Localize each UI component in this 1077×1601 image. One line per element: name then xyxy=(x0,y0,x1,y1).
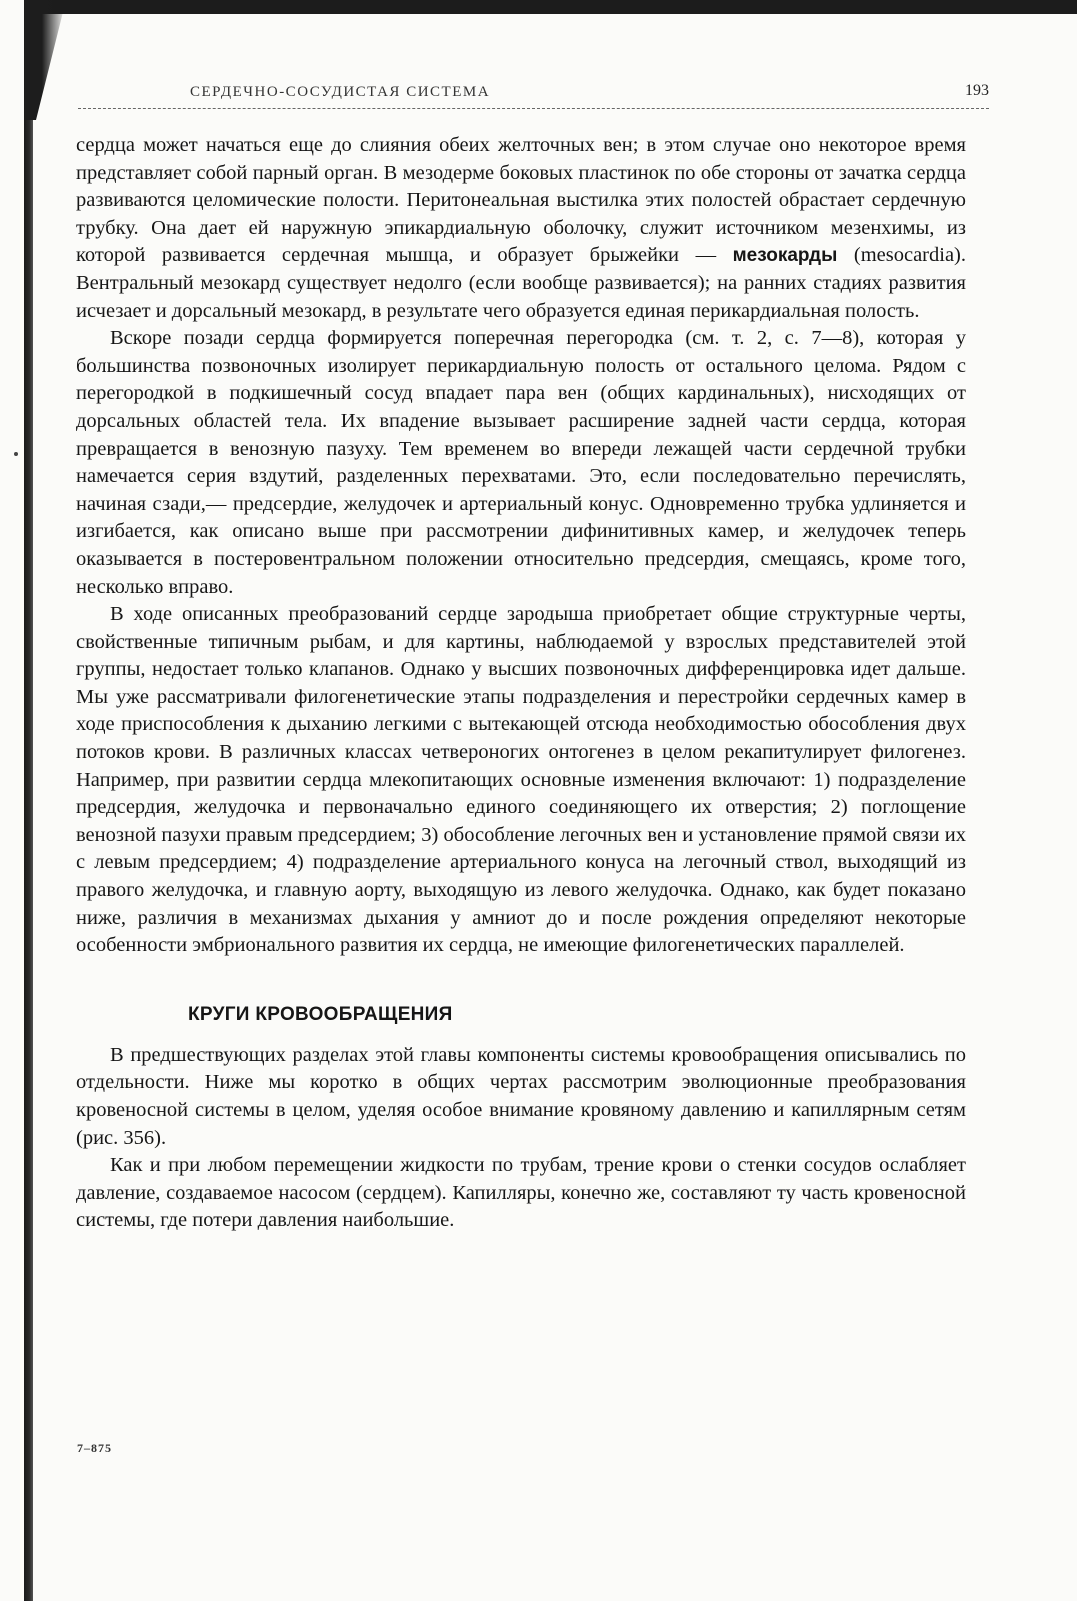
section-heading: КРУГИ КРОВООБРАЩЕНИЯ xyxy=(188,1003,453,1025)
page-number: 193 xyxy=(965,82,989,99)
scan-top-border xyxy=(26,0,1077,14)
running-head xyxy=(78,78,989,109)
scan-corner-shadow xyxy=(26,0,66,120)
running-title: СЕРДЕЧНО-СОСУДИСТАЯ СИСТЕМА xyxy=(190,84,491,100)
page-body xyxy=(76,132,966,1235)
paragraph-2: Вскоре позади сердца формируется поперечная перегородка (см. т. 2, с. 7—8), которая у большинства позвоночных изолирует перикардиальную полость от остального целома. Рядом с перегородкой в подкишечный сосуд впадает пара вен (общих кардинальных), нисходящих от дорсальных областей тела. Их впадение вызывает расширение задней части сердца, которая превращается в венозную пазуху. Тем временем во впереди лежащей части сердечной трубки намечается серия вздутий, разделенных перехватами. Это, если последовательно перечислять, начиная сзади,— предсердие, желудочек и артериальный конус. Одновременно трубка удлиняется и изгибается, как описано выше при рассмотрении дифинитивных камер, и желудочек теперь оказывается в постеровентральном положении относительно предсердия, смещаясь, кроме того, несколько вправо. xyxy=(76,327,966,598)
paragraph-3: В ходе описанных преобразований сердце зародыша приобретает общие структурные черты, свойственные типичным рыбам, и для картины, наблюдаемой у взрослых представителей этой группы, недостает только клапанов. Однако у высших позвоночных дифференцировка идет дальше. Мы уже рассматривали филогенетические этапы подразделения и перестройки сердечных камер в ходе приспособления к дыханию легкими с вытекающей отсюда необходимостью обособления двух потоков крови. В различных классах четвероногих онтогенез в целом рекапитулирует филогенез. Например, при развитии сердца млекопитающих основные изменения включают: 1) подразделение предсердия, желудочка и первоначально единого соединяющего их отверстия; 2) поглощение венозной пазухи правым предсердием; 3) обособление легочных вен и установление прямой связи их с левым предсердием; 4) подразделение артериального конуса на легочный ствол, выходящий из правого желудочка, и главную аорту, выходящую из левого желудочка. Однако, как будет показано ниже, различия в механизмах дыхания у амниот до и после рождения определяют некоторые особенности эмбрионального развития их сердца, не имеющие филогенетических параллелей. xyxy=(76,603,966,957)
paragraph-1-text-end: (mesocardia). Вентральный мезокард существует недолго (если вообще развивается); на ранних стадиях развития исчезает и дорсальный мезокард, в результате чего образуется единая перикардиальная полость. xyxy=(76,244,966,322)
term-mesocardia: мезокарды xyxy=(732,245,838,267)
scan-left-border xyxy=(24,0,33,1601)
margin-mark xyxy=(14,452,18,456)
signature-code: 7–875 xyxy=(77,1441,112,1455)
paragraph-1-text-start: сердца может начаться еще до слияния обеих желточных вен; в этом случае оно некоторое время представляет собой парный орган. В мезодерме боковых пластинок по обе стороны от зачатка сердца развиваются целомические полости. Перитонеальная выстилка этих полостей обрастает сердечную трубку. Она дает ей наружную эпикардиальную оболочку, служит источником мезенхимы, из которой развивается сердечная мышца, и образует брыжейки — xyxy=(76,134,966,267)
paragraph-1 xyxy=(76,132,966,325)
paragraph-4: В предшествующих разделах этой главы компоненты системы кровообращения описывались по отдельности. Ниже мы коротко в общих чертах рассмотрим эволюционные преобразования кровеносной системы в целом, уделяя особое внимание кровяному давлению и капиллярным сетям (рис. 356). xyxy=(76,1043,966,1149)
paragraph-5: Как и при любом перемещении жидкости по трубам, трение крови о стенки сосудов ослабляет давление, создаваемое насосом (сердцем). Капилляры, конечно же, составляют ту часть кровеносной системы, где потери давления наибольшие. xyxy=(76,1154,966,1232)
